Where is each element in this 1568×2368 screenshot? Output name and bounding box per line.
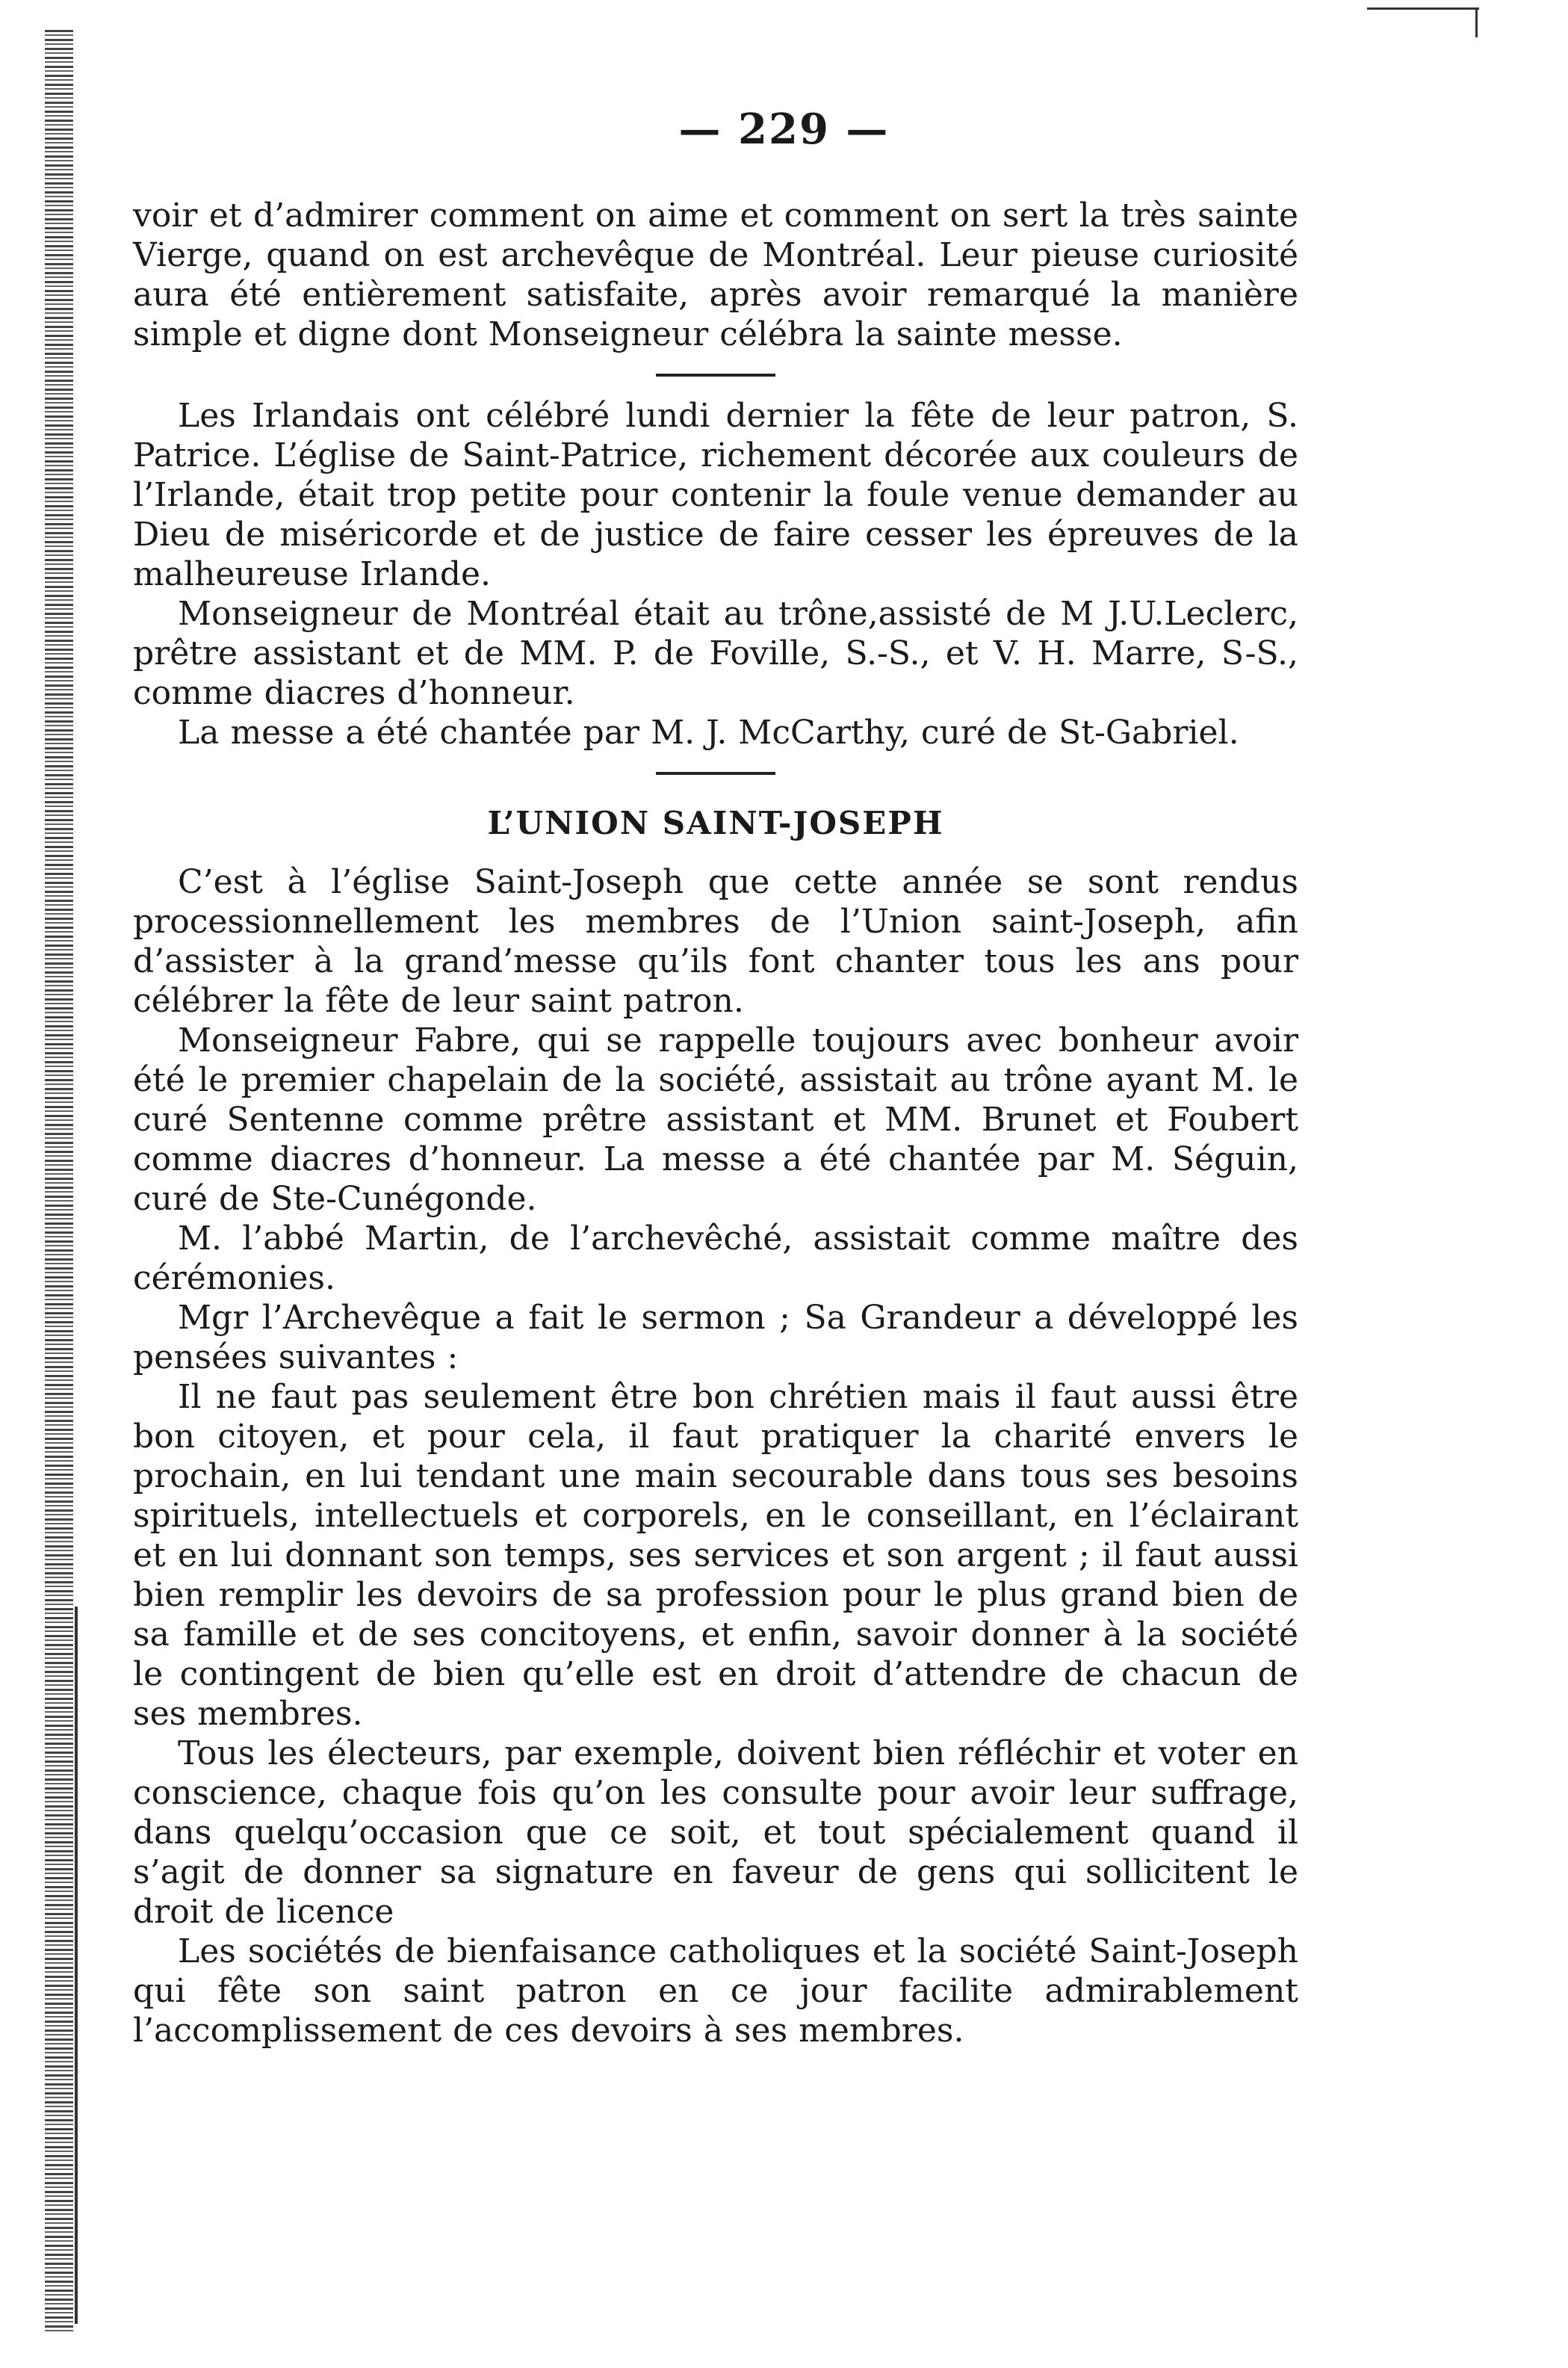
paragraph: Il ne faut pas seulement être bon chrétien mais il faut aussi être bon citoyen, et pour cela, il faut pratiquer la charité envers le prochain, en lui tendant une main secourable dans tous ses besoins spirituels, intellectuels et corporels, en le conseillant, en l’éclairant et en lui donnant son temps, ses services et son argent ; il faut aussi bien remplir les devoirs de sa profession pour le plus grand bien de sa famille et de ses concitoyens, et enfin, savoir donner à la société le contingent de bien qu’elle est en droit d’attendre de chacun de ses membres. — [133, 1378, 1298, 1733]
section-intro — [133, 196, 1298, 354]
paragraph: M. l’abbé Martin, de l’archevêché, assistait comme maître des cérémonies. — [133, 1219, 1298, 1297]
paragraph: Monseigneur de Montréal était au trône,assisté de M J.U.Leclerc, prêtre assistant et de MM. P. de Foville, S.-S., et V. H. Marre, S-S., comme diacres d’honneur. — [133, 595, 1298, 712]
paragraph: Mgr l’Archevêque a fait le sermon ; Sa Grandeur a développé les pensées suivantes : — [133, 1299, 1298, 1376]
paragraph: Monseigneur Fabre, qui se rappelle toujours avec bonheur avoir été le premier chapelain de la société, assistait au trône ayant M. le curé Sentenne comme prêtre assistant et MM. Brunet et Foubert comme diacres d’honneur. La messe a été chantée par M. Séguin, curé de Ste-Cunégonde. — [133, 1021, 1298, 1218]
page-number: — 229 — — [678, 105, 890, 154]
top-rule — [1367, 7, 1479, 10]
section-union-saint-joseph — [133, 805, 1298, 2050]
binding-edge — [45, 30, 73, 2331]
paragraph: Les Irlandais ont célébré lundi dernier la fête de leur patron, S. Patrice. L’église de Saint-Patrice, richement décorée aux couleurs de l’Irlande, était trop petite pour contenir la foule venue demander au Dieu de miséricorde et de justice de faire cesser les épreuves de la malheureuse Irlande. — [133, 397, 1298, 593]
paragraph: Tous les électeurs, par exemple, doivent bien réfléchir et voter en conscience, chaque fois qu’on les consulte pour avoir leur suffrage, dans quelqu’occasion que ce soit, et tout spécialement quand il s’agit de donner sa signature en faveur de gens qui sollicitent le droit de licence — [133, 1734, 1298, 1931]
section-heading: L’UNION SAINT-JOSEPH — [487, 805, 944, 841]
binding-line — [75, 1607, 78, 2324]
paragraph: Les sociétés de bienfaisance catholiques et la société Saint-Joseph qui fête son saint patron en ce jour facilite admirablement l’accomplissement de ces devoirs à ses membres. — [133, 1932, 1298, 2050]
divider — [656, 772, 775, 775]
divider — [656, 374, 775, 377]
section-irlandais — [133, 396, 1298, 752]
paragraph: La messe a été chantée par M. J. McCarthy, curé de St-Gabriel. — [178, 714, 1239, 752]
top-rule-tick — [1475, 7, 1478, 37]
paragraph: voir et d’admirer comment on aime et comment on sert la très sainte Vierge, quand on est archevêque de Montréal. Leur pieuse curiosité aura été entièrement satisfaite, après avoir remarqué la manière simple et digne dont Monseigneur célébra la sainte messe. — [133, 197, 1298, 353]
paragraph: C’est à l’église Saint-Joseph que cette année se sont rendus processionnellement les membres de l’Union saint-Joseph, afin d’assister à la grand’messe qu’ils font chanter tous les ans pour célébrer la fête de leur saint patron. — [133, 863, 1298, 1020]
text-column — [133, 196, 1298, 2050]
